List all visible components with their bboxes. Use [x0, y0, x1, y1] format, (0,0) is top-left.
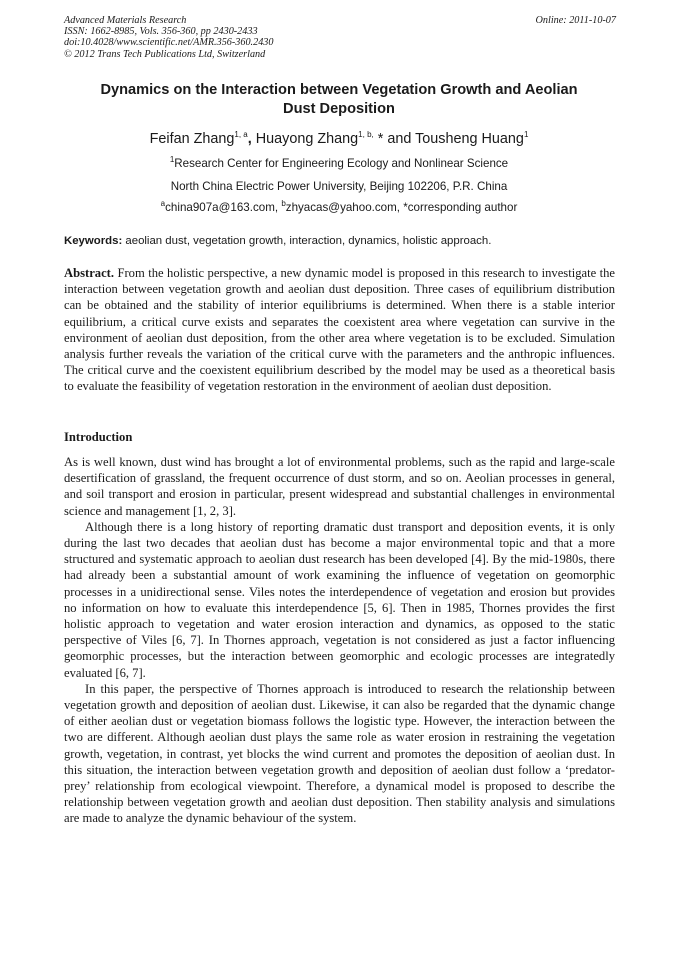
introduction-heading: Introduction [64, 430, 133, 444]
affiliation-text-1: Research Center for Engineering Ecology and Nonlinear Science [174, 157, 509, 170]
abstract-label: Abstract. [64, 266, 115, 280]
journal-header [64, 15, 616, 60]
corresponding-mark: * [373, 131, 384, 147]
author-3: Tousheng Huang [415, 131, 524, 147]
abstract-text: From the holistic perspective, a new dynamic model is proposed in this research to investigate the interaction between vegetation growth and aeolian dust deposition. Three cases of equilibrium distribution can be obtained and the stability of interior equilibriums is determined. When there is a stable interior equilibrium, a critical curve exists and separates the coexistent area where vegetation can survive in the environment of aeolian dust deposition, from the other area where vegetation is to be excluded. Simulation analysis further reveals the variation of the critical curve with the parameters and the anthropic influences. The critical curve and the coexistent equilibrium described by the model may be used as a theoretical basis to evaluate the feasibility of vegetation restoration in the environment of aeolian dust deposition. [64, 266, 615, 394]
email-sup-a: a [160, 199, 166, 209]
online-date: Online: 2011-10-07 [535, 15, 616, 26]
intro-paragraph-2: Although there is a long history of reporting dramatic dust transport and deposition events, it is only during the last two decades that aeolian dust has become a major environmental topic and that a more structured and systematic approach to aeolian dust research has been developed [4]. By the mid-1980s, there had already been a substantial amount of work examining the influence of vegetation on geomorphic processes in a unidirectional sense. Viles notes the interdependence of vegetation and erosion but provides no information on how to evaluate this interdependence [5, 6]. Then in 1985, Thornes provides the first holistic approach to vegetation and water erosion interaction and dynamics, as opposed to the static perspective of Viles [6, 7]. In Thornes approach, vegetation is not considered as just a factor influencing geomorphic processes, but the interaction between geomorphic and ecologic processes are integratedly evaluated [6, 7]. [64, 519, 615, 680]
keywords-label: Keywords: [64, 235, 123, 247]
affiliation-line-2: North China Electric Power University, Beijing 102206, P.R. China [170, 180, 508, 193]
keywords-text: aeolian dust, vegetation growth, interaction, dynamics, holistic approach. [122, 235, 492, 247]
introduction-body [64, 454, 615, 827]
abstract [64, 265, 615, 395]
issn-line: ISSN: 1662-8985, Vols. 356-360, pp 2430-2433 [64, 26, 258, 38]
affiliation-sup: 1 [169, 155, 175, 165]
author-sep-2: and [383, 131, 416, 147]
keywords [64, 235, 616, 247]
email-a: china907a@163.com, [165, 201, 282, 214]
author-1: Feifan Zhang [149, 131, 235, 147]
author-1-sup: 1, a [234, 130, 248, 140]
doi-line: doi:10.4028/www.scientific.net/AMR.356-360.2430 [64, 37, 274, 49]
intro-paragraph-3: In this paper, the perspective of Thornes approach is introduced to research the relationship between vegetation growth and deposition of aeolian dust. Likewise, it can also be regarded that the dynamic change of either aeolian dust or vegetation biomass follows the logistic type. However, the interaction between the two are different. Although aeolian dust plays the same role as water erosion in restraining the vegetation growth, vegetation, in contrast, yet blocks the wind current and promotes the deposition of aeolian dust. In this situation, the interaction between vegetation growth and deposition of aeolian dust follow a ‘predator-prey’ relationship from ecological viewpoint. Therefore, a dynamical model is proposed to describe the relationship between vegetation growth and aeolian dust deposition. Then stability analysis and simulations are made to analyze the dynamic behaviour of the system. [64, 681, 615, 826]
email-sup-b: b [281, 199, 286, 209]
affiliation-line-1 [64, 157, 614, 170]
email-line [64, 201, 614, 214]
paper-title [64, 81, 614, 119]
intro-paragraph-1: As is well known, dust wind has brought a lot of environmental problems, such as the rapid and large-scale desertification of grassland, the frequent occurrence of dust storm, and so on. Aeolian processes in general, and soil transport and erosion in particular, present widespread and substantial challenges in environmental science and management [1, 2, 3]. [64, 455, 615, 518]
email-b: zhyacas@yahoo.com, *corresponding author [285, 201, 518, 214]
author-2: Huayong Zhang [255, 131, 359, 147]
author-sep-1: , [247, 131, 256, 147]
journal-name: Advanced Materials Research [64, 15, 187, 26]
author-2-sup: 1, b, [358, 130, 374, 140]
copyright-line: © 2012 Trans Tech Publications Ltd, Switzerland [64, 48, 266, 60]
author-list [64, 131, 614, 147]
title-line-2: Dust Deposition [283, 101, 395, 117]
title-line-1: Dynamics on the Interaction between Vegetation Growth and Aeolian [100, 82, 578, 98]
author-3-sup: 1 [523, 130, 529, 140]
